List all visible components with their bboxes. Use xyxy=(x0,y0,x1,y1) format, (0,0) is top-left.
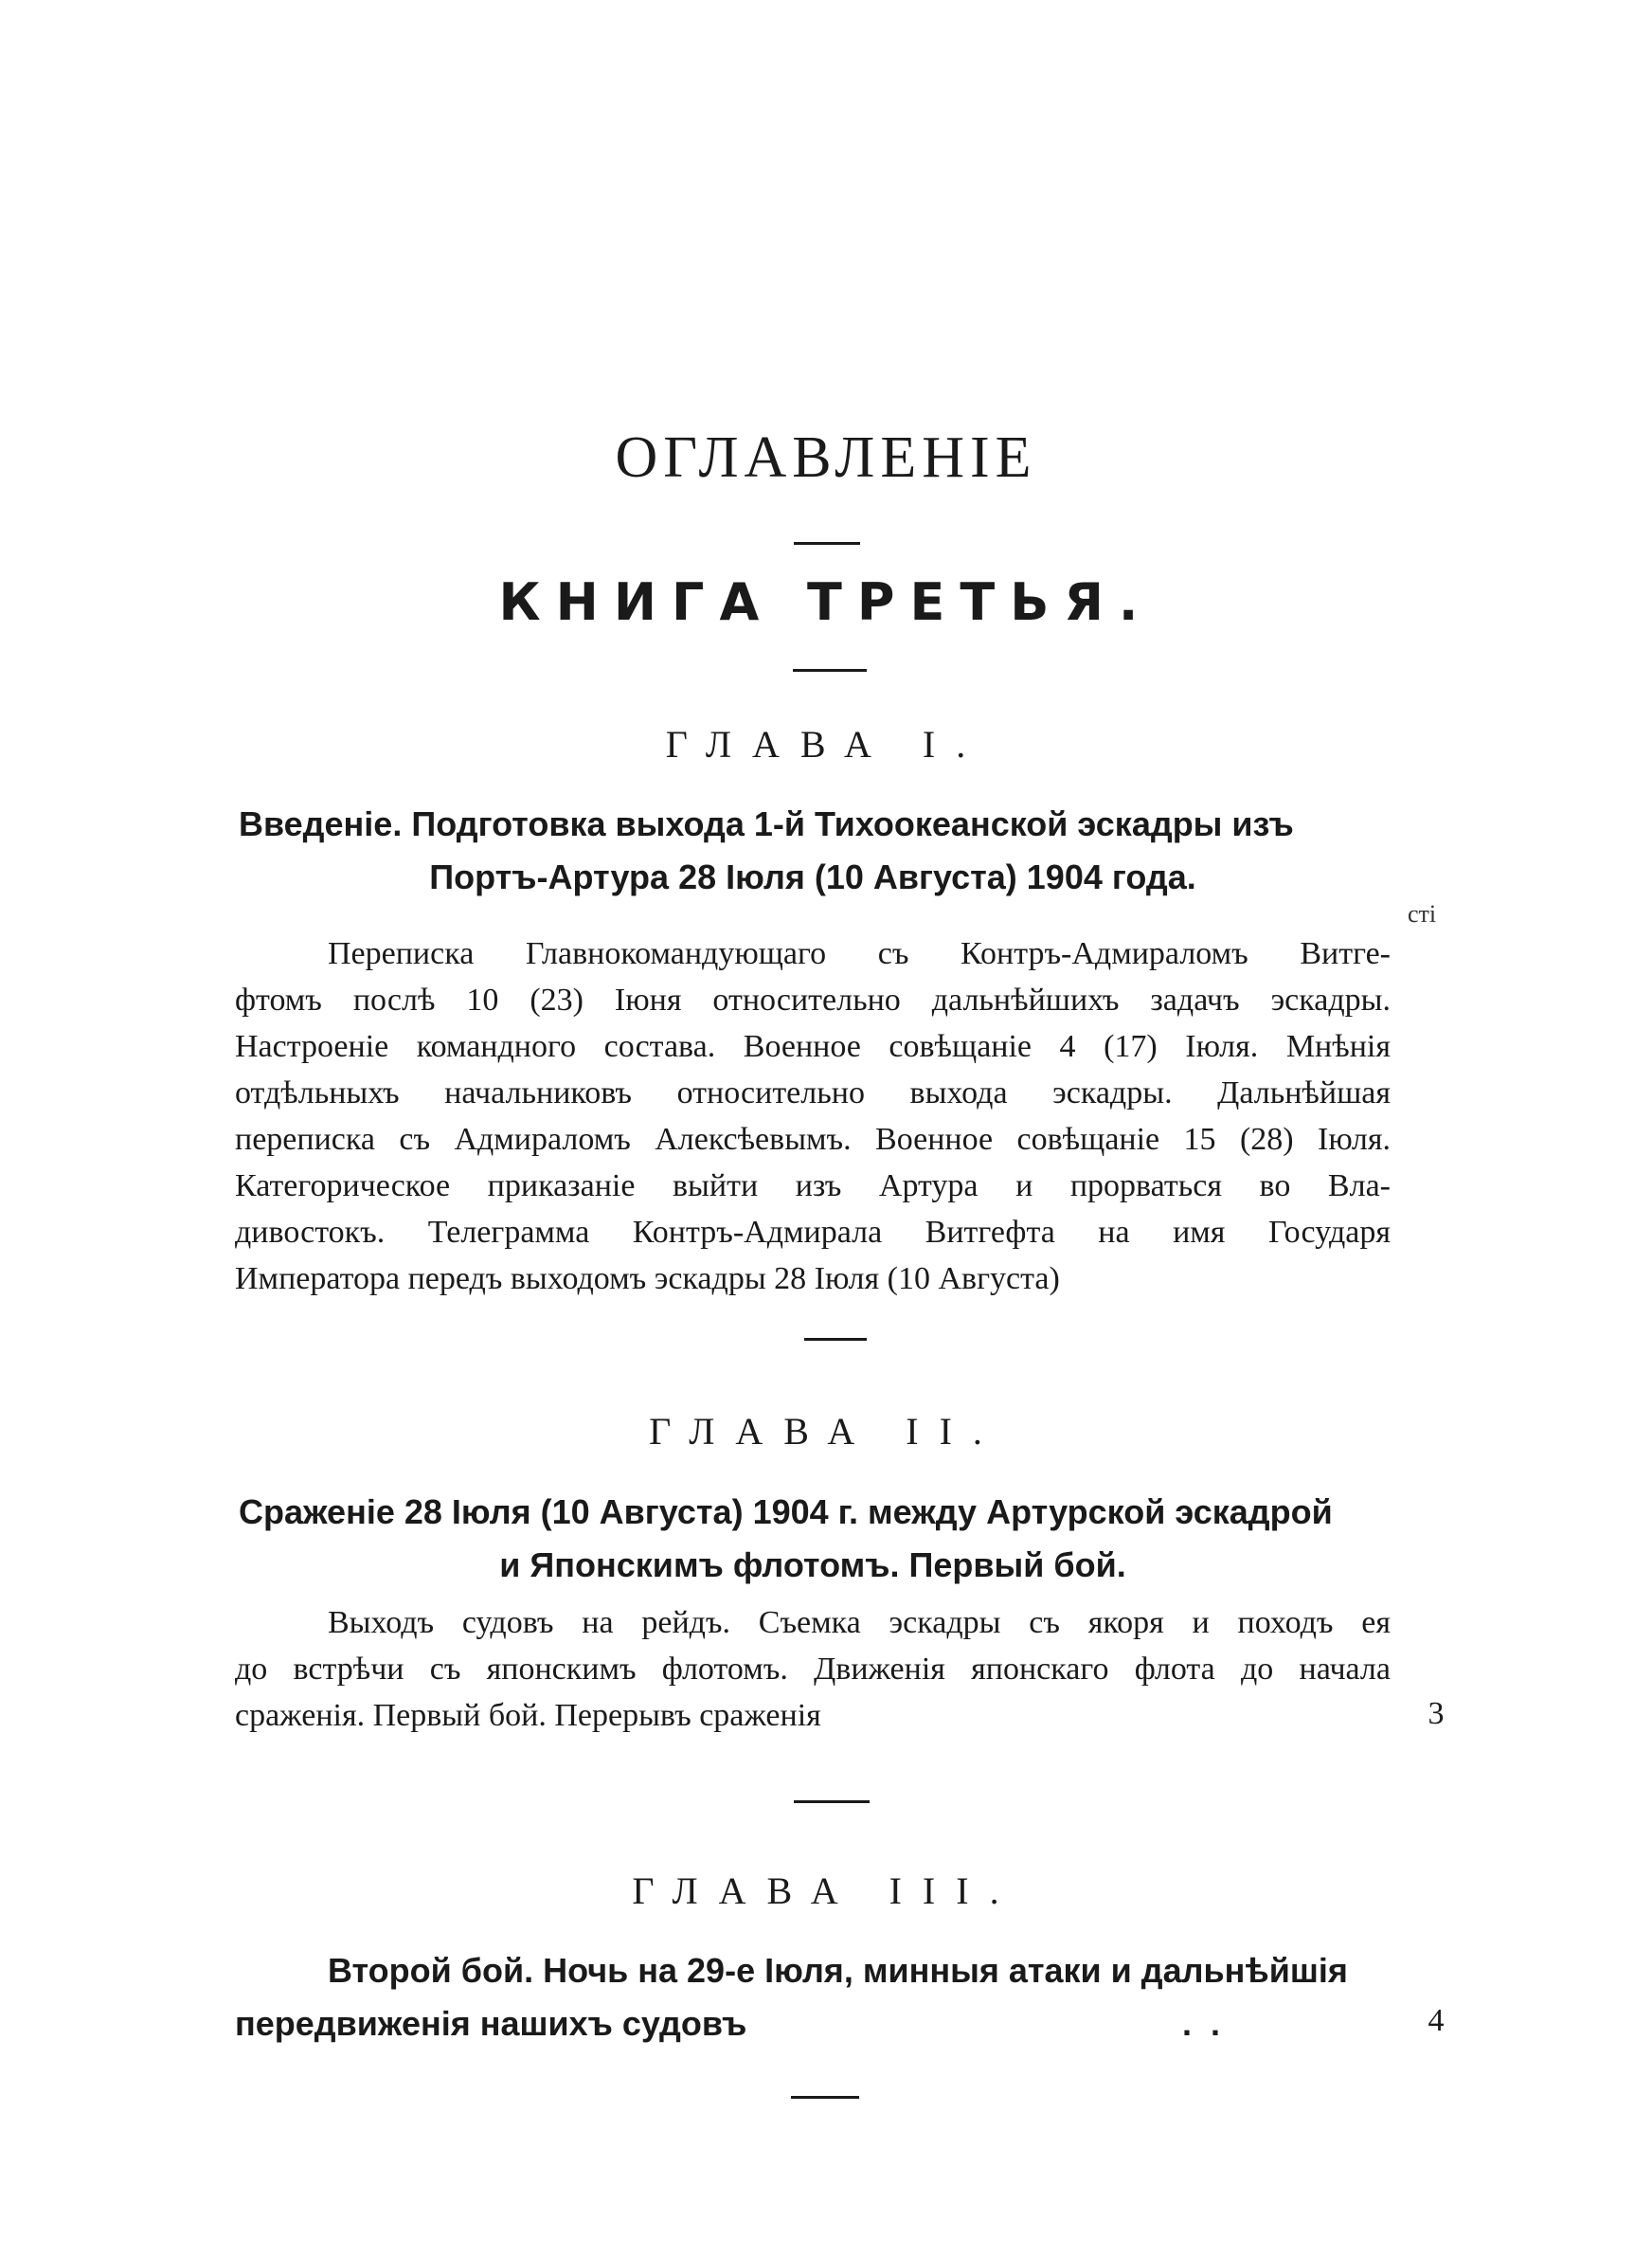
chapter-3-label: ГЛАВА III. xyxy=(632,1869,1020,1912)
chapter-2-heading-line: и Японскимъ флотомъ. Первый бой. xyxy=(499,1545,1126,1584)
margin-note: сті xyxy=(1408,900,1437,928)
chapter-2-summary-line: Выходъ судовъ на рейдъ. Съемка эскадры съ якоря и походъ ея xyxy=(328,1605,1391,1640)
chapter-1-summary-line: фтомъ послѣ 10 (23) Іюня относительно дальнѣйшихъ задачъ эскадры. xyxy=(235,983,1391,1018)
title-divider xyxy=(794,542,860,545)
chapter-2-divider xyxy=(794,1800,870,1803)
chapter-1-heading-line: Введеніе. Подготовка выхода 1-й Тихоокеанской эскадры изъ xyxy=(239,804,1294,843)
chapter-2-summary xyxy=(235,1599,1391,1739)
chapter-3-page-number: 4 xyxy=(1428,2003,1445,2038)
chapter-2-summary-line: до встрѣчи съ японскимъ флотомъ. Движенія японскаго флота до начала xyxy=(235,1652,1391,1687)
chapter-1-divider xyxy=(804,1338,867,1341)
chapter-1-summary-line: Императора передъ выходомъ эскадры 28 Іюля (10 Августа) xyxy=(235,1261,1060,1296)
chapter-2-heading xyxy=(235,1486,1391,1592)
book-heading: КНИГА ТРЕТЬЯ. xyxy=(498,572,1154,632)
chapter-3-heading-line: передвиженія нашихъ судовъ xyxy=(235,2004,747,2043)
chapter-1-summary xyxy=(235,930,1391,1302)
page-title: ОГЛАВЛЕНІЕ xyxy=(615,425,1037,490)
chapter-1-heading xyxy=(235,798,1391,904)
chapter-3-heading xyxy=(235,1944,1391,2050)
book-divider xyxy=(793,669,867,672)
chapter-1-summary-line: Категорическое приказаніе выйти изъ Артура и прорваться во Вла- xyxy=(235,1168,1391,1203)
chapter-1-label: ГЛАВА I. xyxy=(665,723,987,766)
chapter-1-summary-line: дивостокъ. Телеграмма Контръ-Адмирала Витгефта на имя Государя xyxy=(235,1215,1391,1250)
chapter-3-divider xyxy=(791,2096,859,2099)
chapter-2-heading-line: Сраженіе 28 Іюля (10 Августа) 1904 г. между Артурской эскадрой xyxy=(239,1492,1333,1531)
chapter-3-heading-dots: . . xyxy=(1182,2004,1221,2043)
chapter-3-heading-line-wrap xyxy=(235,1997,1391,2050)
chapter-1-summary-line: переписка съ Адмираломъ Алексѣевымъ. Военное совѣщаніе 15 (28) Іюля. xyxy=(235,1122,1391,1157)
chapter-1-summary-line: Переписка Главнокомандующаго съ Контръ-Адмираломъ Витге- xyxy=(328,936,1391,971)
chapter-1-summary-line: отдѣльныхъ начальниковъ относительно выхода эскадры. Дальнѣйшая xyxy=(235,1075,1391,1110)
chapter-1-summary-line: Настроеніе командного состава. Военное совѣщаніе 4 (17) Іюля. Мнѣнія xyxy=(235,1029,1391,1064)
chapter-2-page-number: 3 xyxy=(1428,1696,1445,1731)
chapter-2-summary-line: сраженія. Первый бой. Перерывъ сраженія xyxy=(235,1698,821,1733)
chapter-2-label: ГЛАВА II. xyxy=(649,1410,1003,1453)
chapter-3-heading-line: Второй бой. Ночь на 29-е Іюля, минныя атаки и дальнѣйшія xyxy=(328,1951,1348,1990)
chapter-1-heading-line: Портъ-Артура 28 Іюля (10 Августа) 1904 года. xyxy=(429,858,1196,896)
